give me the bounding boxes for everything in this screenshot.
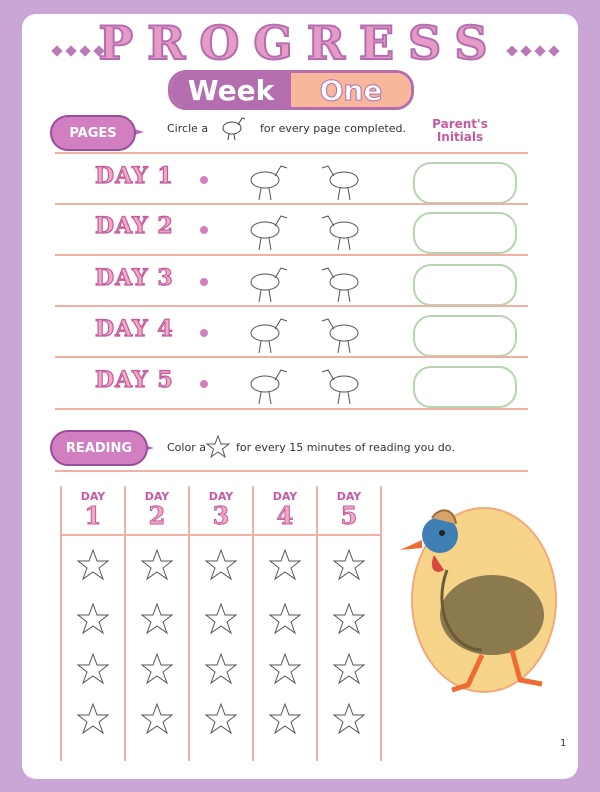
star-icon[interactable]	[204, 702, 238, 736]
pages-instruction-before: Circle a	[167, 122, 209, 135]
day-row-4	[95, 313, 515, 353]
column-number: 2	[148, 501, 166, 530]
bird-icon[interactable]	[245, 366, 291, 408]
star-icon[interactable]	[140, 602, 174, 636]
star-icon[interactable]	[76, 602, 110, 636]
column-header	[126, 486, 188, 536]
bullet	[200, 278, 208, 286]
divider	[55, 254, 528, 256]
star-icon[interactable]	[76, 548, 110, 582]
pages-badge: PAGES	[50, 115, 136, 151]
star-icon[interactable]	[268, 702, 302, 736]
column-header	[318, 486, 380, 536]
page-number: 1	[560, 738, 567, 749]
bird-icon[interactable]	[245, 162, 291, 204]
column-day: DAY	[208, 490, 234, 503]
bullet	[200, 176, 208, 184]
day-label: DAY 5	[95, 367, 174, 393]
divider	[55, 152, 528, 154]
bird-icon	[218, 112, 248, 142]
bird-icon[interactable]	[245, 315, 291, 357]
reading-column-1	[60, 486, 124, 761]
star-icon[interactable]	[204, 548, 238, 582]
week-number: One	[291, 73, 411, 107]
day-row-3	[95, 262, 515, 302]
parents-initials-heading: Parent's Initials	[432, 117, 488, 144]
initials-box[interactable]	[413, 212, 517, 254]
star-icon[interactable]	[332, 702, 366, 736]
day-row-2	[95, 210, 515, 250]
reading-instruction-before: Color a	[167, 441, 206, 454]
column-day: DAY	[336, 490, 362, 503]
day-label: DAY 4	[95, 316, 174, 342]
bullet	[200, 329, 208, 337]
bird-icon[interactable]	[320, 162, 366, 204]
column-header	[190, 486, 252, 536]
star-icon[interactable]	[76, 652, 110, 686]
star-icon[interactable]	[204, 652, 238, 686]
column-header	[62, 486, 124, 536]
star-icon[interactable]	[76, 702, 110, 736]
reading-column-4	[252, 486, 316, 761]
column-number: 4	[276, 501, 294, 530]
divider	[55, 408, 528, 410]
day-row-5	[95, 364, 515, 404]
divider	[55, 305, 528, 307]
bird-icon[interactable]	[320, 212, 366, 254]
column-day: DAY	[272, 490, 298, 503]
day-label: DAY 2	[95, 213, 174, 239]
column-day: DAY	[80, 490, 106, 503]
cassowary-illustration	[392, 500, 562, 700]
initials-box[interactable]	[413, 315, 517, 357]
reading-badge: READING	[50, 430, 148, 466]
bullet	[200, 380, 208, 388]
initials-box[interactable]	[413, 162, 517, 204]
star-icon[interactable]	[204, 602, 238, 636]
column-day: DAY	[144, 490, 170, 503]
reading-grid	[60, 486, 380, 761]
divider	[55, 470, 528, 472]
bird-icon[interactable]	[320, 315, 366, 357]
bird-icon[interactable]	[320, 366, 366, 408]
bird-icon[interactable]	[245, 264, 291, 306]
reading-column-3	[188, 486, 252, 761]
column-number: 1	[84, 501, 102, 530]
day-label: DAY 1	[95, 163, 174, 189]
column-header	[254, 486, 316, 536]
star-icon[interactable]	[332, 652, 366, 686]
day-label: DAY 3	[95, 265, 174, 291]
bullet	[200, 226, 208, 234]
initials-box[interactable]	[413, 366, 517, 408]
pages-instruction-after: for every page completed.	[260, 122, 407, 135]
reading-column-5	[316, 486, 382, 761]
divider	[55, 356, 528, 358]
star-icon[interactable]	[140, 548, 174, 582]
day-row-1	[95, 160, 515, 200]
initials-box[interactable]	[413, 264, 517, 306]
divider	[55, 203, 528, 205]
star-icon[interactable]	[268, 548, 302, 582]
star-icon[interactable]	[332, 548, 366, 582]
star-icon[interactable]	[268, 652, 302, 686]
reading-column-2	[124, 486, 188, 761]
bird-icon[interactable]	[320, 264, 366, 306]
week-banner	[168, 70, 414, 110]
reading-instruction-after: for every 15 minutes of reading you do.	[236, 441, 455, 454]
week-word: Week	[171, 73, 291, 107]
star-icon[interactable]	[268, 602, 302, 636]
page-title: PROGRESS	[98, 16, 502, 70]
star-icon	[205, 434, 231, 460]
column-number: 3	[212, 501, 230, 530]
star-icon[interactable]	[332, 602, 366, 636]
star-icon[interactable]	[140, 652, 174, 686]
column-number: 5	[340, 501, 358, 530]
star-icon[interactable]	[140, 702, 174, 736]
bird-icon[interactable]	[245, 212, 291, 254]
